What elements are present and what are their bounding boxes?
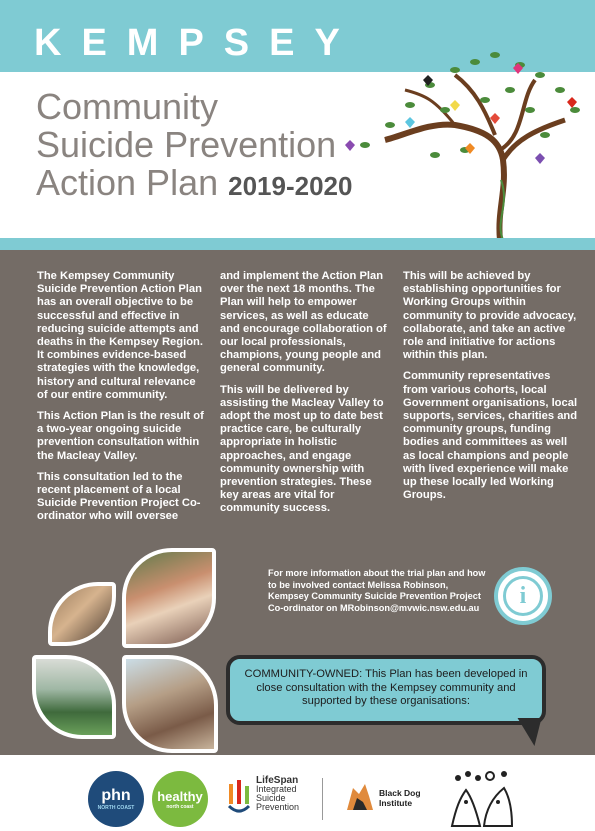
lifespan-logo — [228, 776, 314, 822]
lifespan-line-2: Integrated — [256, 784, 297, 794]
info-icon-glyph: i — [503, 576, 543, 616]
col3-paragraph-2: Community representatives from various cohorts, local Government organisations, local supports, services, charities and community groups, funding bodies and committees as well as local champions and people with lived experience will make up these locally led Working Groups. — [403, 370, 578, 502]
info-icon — [494, 567, 552, 625]
divider-band — [0, 238, 595, 250]
lifespan-mark-icon — [228, 780, 250, 816]
col2-paragraph-1: and implement the Action Plan over the next 18 months. The Plan will help to empower services, as well as educate and encourage collaboration of our local professionals, champions, young people and general community. — [220, 270, 387, 375]
column-2 — [220, 270, 390, 524]
phn-logo-text: phn — [101, 787, 131, 804]
column-1 — [37, 270, 207, 532]
lifespan-title: LifeSpan — [256, 775, 299, 786]
community-photo-4 — [122, 655, 218, 753]
col3-paragraph-1: This will be achieved by establishing opportunities for Working Groups within community to provide advocacy, collaborate, and take an active role and initiative for actions within this plan. — [403, 270, 577, 362]
lifespan-text — [256, 776, 299, 812]
title-line-3-text: Action Plan — [36, 162, 219, 203]
col1-paragraph-1: The Kempsey Community Suicide Prevention Action Plan has an overall objective to be successful and effective in reducing suicide attempts and deaths in the Kempsey Region. It combines evidence-based strategies with the knowledge, history and cultural relevance of our entire community. — [37, 270, 203, 401]
lifespan-line-3: Suicide — [256, 793, 286, 803]
page-title — [36, 88, 352, 205]
contact-info: For more information about the trial plan and how to be involved contact Melissa Robinson, Kempsey Community Suicide Prevention Project Co-ordinator on MRobinson@mvwic.nsw.edu.au — [268, 568, 486, 613]
black-dog-text — [379, 788, 421, 808]
lifespan-line-4: Prevention — [256, 802, 300, 812]
community-owned-callout: COMMUNITY-OWNED: This Plan has been developed in close consultation with the Kempsey community and supported by these organisations: — [226, 655, 546, 725]
brand-title: KEMPSEY — [34, 22, 360, 64]
black-dog-institute-logo — [343, 780, 433, 816]
plan-year: 2019-2020 — [228, 171, 353, 201]
col2-paragraph-2: This will be delivered by assisting the Macleay Valley to adopt the most up to date best practice care, be culturally appropriate in holistic approaches, and engage community ownership with prevention strategies. These key areas are vital for community success. — [220, 383, 384, 515]
healthy-north-coast-logo — [152, 771, 208, 827]
callout-tail — [518, 718, 547, 746]
healthy-logo-sub: north coast — [166, 803, 194, 810]
title-line-2: Suicide Prevention — [36, 124, 337, 165]
logo-divider — [322, 778, 323, 820]
tree-illustration — [335, 40, 585, 240]
column-3 — [403, 270, 578, 510]
phn-logo-sub: NORTH COAST — [97, 805, 135, 811]
black-dog-line-1: Black Dog — [379, 788, 421, 798]
col1-paragraph-3: This consultation led to the recent placement of a local Suicide Prevention Project Co-ordinator who will oversee — [37, 470, 201, 523]
title-line-1: Community — [36, 86, 219, 127]
black-dog-line-2: Institute — [379, 798, 413, 808]
col1-paragraph-2: This Action Plan is the result of a two-year ongoing suicide prevention consultation within the Macleay Valley. — [37, 410, 204, 462]
phn-logo — [88, 771, 144, 827]
aboriginal-art-logo — [446, 768, 516, 828]
black-dog-icon — [343, 780, 377, 816]
healthy-logo-text: healthy — [157, 788, 203, 804]
title-line-3 — [36, 164, 352, 205]
